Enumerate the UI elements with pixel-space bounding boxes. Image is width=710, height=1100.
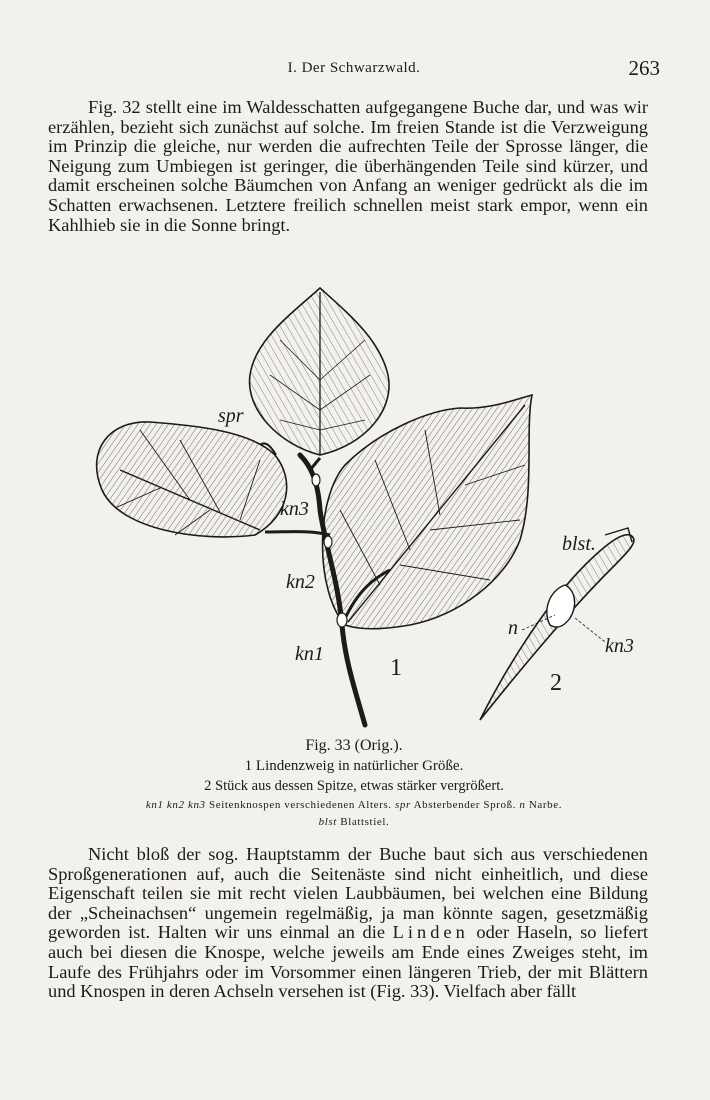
figure-caption-title: Fig. 33 (Orig.). bbox=[305, 737, 403, 754]
legend-n-abbr: n bbox=[519, 799, 526, 811]
label-figure-2: 2 bbox=[550, 670, 562, 696]
linden-twig-illustration bbox=[80, 280, 680, 730]
figure-linden-twig bbox=[80, 280, 680, 730]
label-figure-1: 1 bbox=[390, 655, 402, 681]
label-kn3-detail: kn3 bbox=[605, 635, 634, 657]
legend-blst-text: Blattstiel. bbox=[340, 816, 390, 828]
page-header bbox=[48, 56, 660, 86]
legend-blst-abbr: blst bbox=[318, 816, 337, 828]
left-leaf bbox=[97, 422, 287, 537]
label-spr: spr bbox=[218, 405, 244, 427]
label-blst: blst. bbox=[562, 533, 596, 555]
running-head: I. Der Schwarzwald. bbox=[287, 60, 421, 76]
legend-kn-text: Seitenknospen verschiedenen Alters. bbox=[209, 799, 392, 811]
label-n: n bbox=[508, 617, 518, 639]
paragraph-2 bbox=[48, 845, 648, 1002]
top-leaf bbox=[250, 288, 389, 455]
paragraph-2-part-b: oder Haseln, so liefert auch bei diesen die Knospe, welche jeweils am Ende eines Zweiges steht, im Laufe des Frühjahrs oder im Vorsommer einen längeren Trieb, der mit Blättern und Knospen in deren Achseln versehen ist (Fig. 33). Vielfach aber fällt bbox=[48, 922, 648, 1002]
label-kn2: kn2 bbox=[286, 571, 315, 593]
label-kn1: kn1 bbox=[295, 643, 324, 665]
label-kn3: kn3 bbox=[280, 498, 309, 520]
paragraph-1: Fig. 32 stellt eine im Waldesschatten aufgegangene Buche dar, und was wir erzählen, bezieht sich zunächst auf solche. Im freien Stande ist die Verzweigung im Prinzip die gleiche, nur werden die aufrechten Teile der Sprosse länger, die Neigung zum Umbiegen ist geringer, die überhängenden Teile sind kürzer, und damit erscheinen solche Bäumchen von Anfang an weniger gedrückt als die im Schatten erwachsenen. Letztere freilich schnellen meist stark empor, wenn ein Kahlhieb sie in die Sonne bringt. bbox=[48, 97, 648, 235]
figure-legend-line-2 bbox=[48, 816, 660, 828]
legend-spr-abbr: spr bbox=[394, 799, 411, 811]
paragraph-2-part-a: Nicht bloß der sog. Hauptstamm der Buche baut sich aus verschiedenen Sproßgenerationen auf, auch die Seitenäste sind nicht einheitlich, und diese Eigenschaft teilen sie mit recht vielen Laubbäumen, bei welchen eine Bildung der „Scheinachsen“ ungemein regelmäßig, ja man könnte sagen, gesetzmäßig geworden ist. Halten wir uns einmal an die bbox=[48, 844, 648, 943]
legend-spr-text: Absterbender Sproß. bbox=[413, 799, 517, 811]
legend-kn-abbr: kn1 kn2 kn3 bbox=[145, 799, 206, 811]
legend-n-text: Narbe. bbox=[528, 799, 563, 811]
page-number: 263 bbox=[628, 56, 660, 80]
figure-caption-1: 1 Lindenzweig in natürlicher Größe. bbox=[244, 758, 464, 774]
figure-legend-line-1 bbox=[48, 799, 660, 811]
figure-caption-2: 2 Stück aus dessen Spitze, etwas stärker vergrößert. bbox=[204, 778, 504, 794]
spaced-word-linden: Linden bbox=[392, 922, 469, 943]
